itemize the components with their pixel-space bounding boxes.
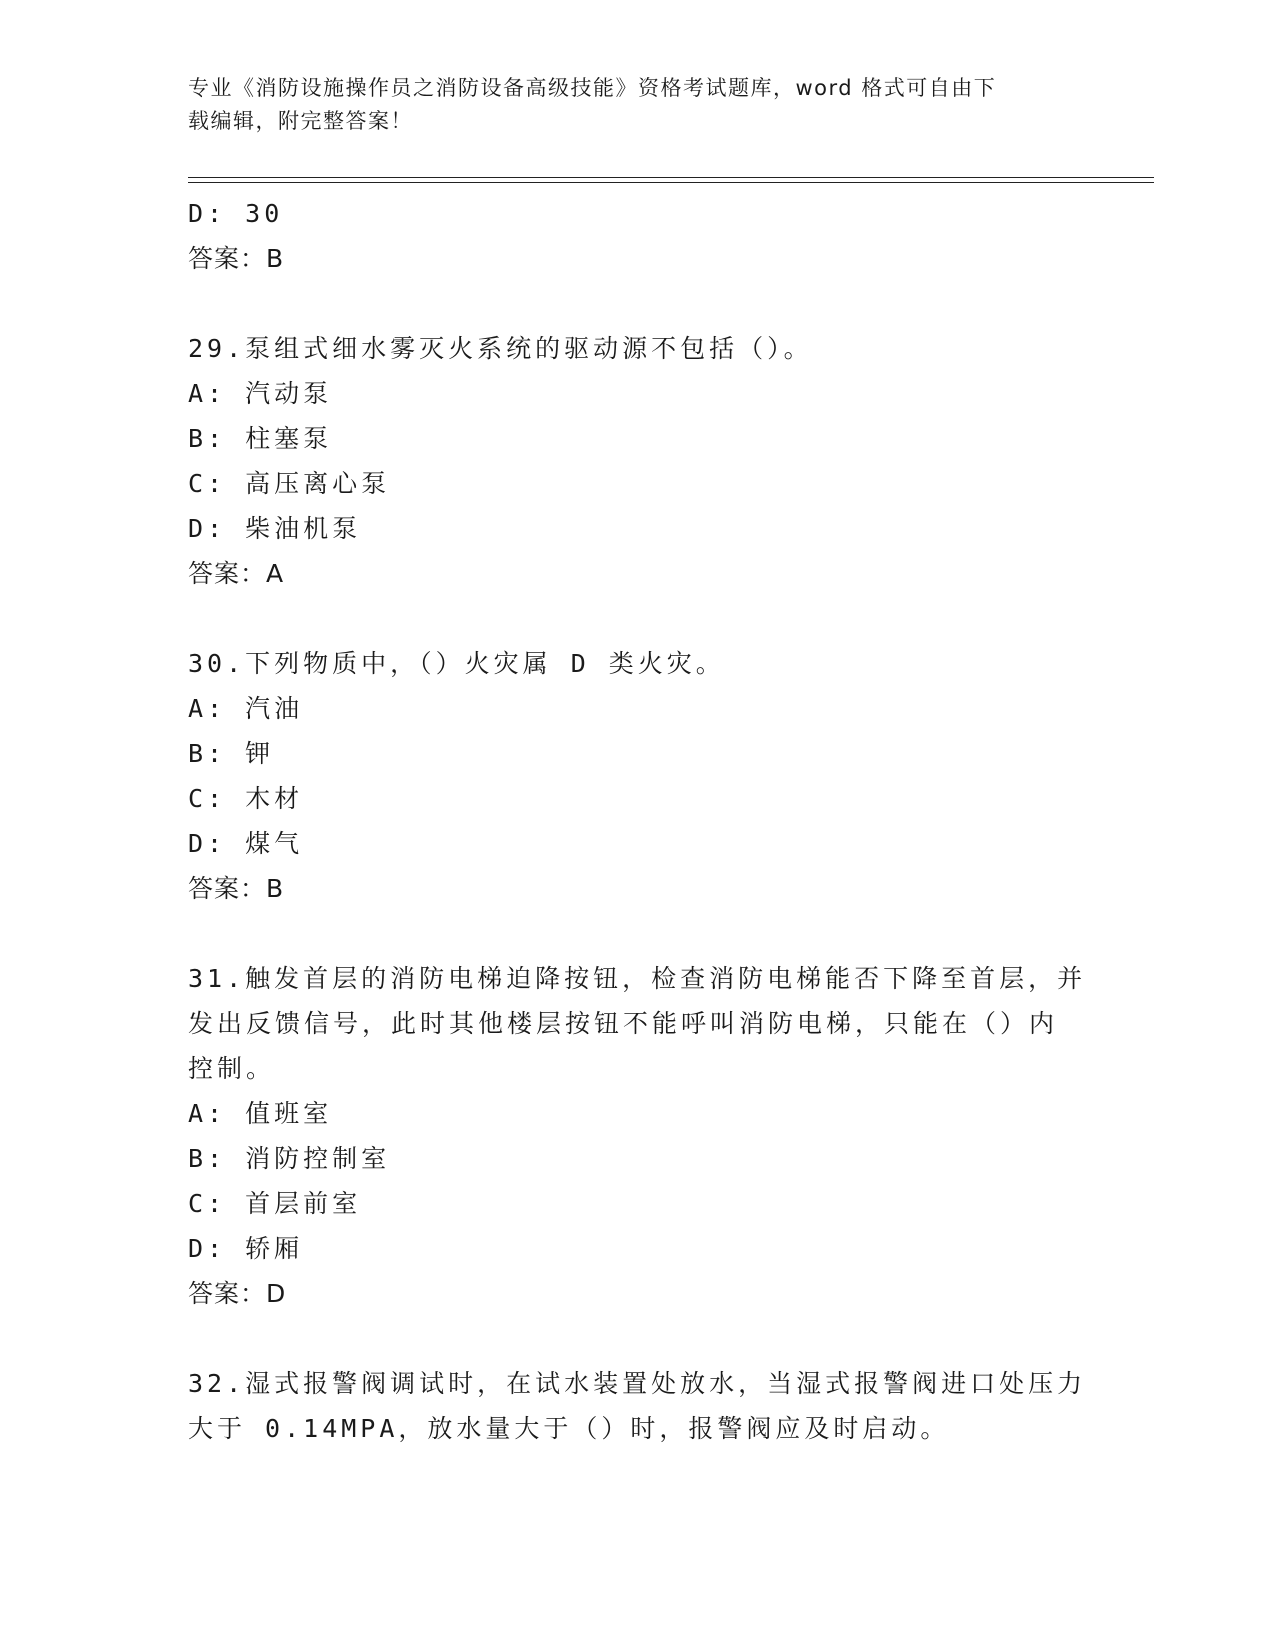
page-header: [188, 72, 1068, 138]
question-32: [188, 1361, 1088, 1451]
spacer: [188, 281, 1088, 326]
option-b: B: 钾: [188, 739, 275, 768]
question-text-line-2: 发出反馈信号，此时其他楼层按钮不能呼叫消防电梯，只能在（）内: [188, 1009, 1059, 1038]
option-c: C: 高压离心泵: [188, 469, 391, 498]
header-divider-bottom: [188, 182, 1154, 183]
question-31: [188, 956, 1088, 1316]
question-text-line-2: 大于 0.14MPA，放水量大于（）时，报警阀应及时启动。: [188, 1414, 950, 1443]
spacer: [188, 1316, 1088, 1361]
option-c: C: 首层前室: [188, 1189, 362, 1218]
question-29: [188, 326, 1088, 596]
spacer: [188, 911, 1088, 956]
question-text: 30.下列物质中，（）火灾属 D 类火灾。: [188, 649, 725, 678]
question-30: [188, 641, 1088, 911]
answer-line: 答案：B: [188, 874, 285, 903]
option-c: C: 木材: [188, 784, 304, 813]
option-d: D: 轿厢: [188, 1234, 304, 1263]
answer-line: 答案：D: [188, 1279, 287, 1308]
option-b: B: 柱塞泵: [188, 424, 333, 453]
header-line-1: 专业《消防设施操作员之消防设备高级技能》资格考试题库，word 格式可自由下: [188, 76, 997, 100]
question-content: [188, 191, 1088, 1451]
option-b: B: 消防控制室: [188, 1144, 391, 1173]
option-d: D: 30: [188, 199, 284, 228]
question-text-line-1: 32.湿式报警阀调试时，在试水装置处放水，当湿式报警阀进口处压力: [188, 1369, 1087, 1398]
answer-line: 答案：B: [188, 244, 285, 273]
spacer: [188, 596, 1088, 641]
option-a: A: 汽油: [188, 694, 304, 723]
option-d: D: 柴油机泵: [188, 514, 362, 543]
option-d: D: 煤气: [188, 829, 304, 858]
question-text-line-1: 31.触发首层的消防电梯迫降按钮，检查消防电梯能否下降至首层，并: [188, 964, 1087, 993]
question-text: 29.泵组式细水雾灭火系统的驱动源不包括（）。: [188, 334, 813, 363]
question-text-line-3: 控制。: [188, 1054, 276, 1083]
answer-line: 答案：A: [188, 559, 285, 588]
option-a: A: 值班室: [188, 1099, 333, 1128]
header-line-2: 载编辑，附完整答案！: [188, 109, 413, 133]
header-divider-top: [188, 177, 1154, 178]
option-a: A: 汽动泵: [188, 379, 333, 408]
